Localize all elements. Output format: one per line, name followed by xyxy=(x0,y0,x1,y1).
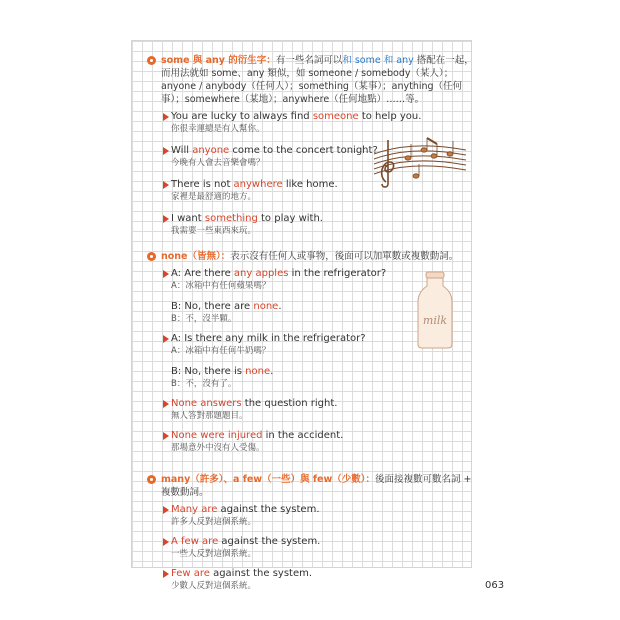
heading-keyword: many（許多）、a few（一些）與 few（少數）： xyxy=(161,474,375,485)
triangle-bullet-icon xyxy=(163,570,169,578)
milk-bottle-illustration xyxy=(412,270,458,350)
example-chinese: 許多人反對這個系統。 xyxy=(171,517,257,527)
example-item xyxy=(145,397,475,423)
example-item xyxy=(145,212,475,238)
dialog-b-chinese: B：不，沒有了。 xyxy=(171,379,237,389)
example-english: None were injured in the accident. xyxy=(171,430,344,441)
triangle-bullet-icon xyxy=(163,113,169,121)
example-item xyxy=(145,429,475,455)
triangle-bullet-icon xyxy=(163,335,169,343)
bullet-icon xyxy=(147,252,156,261)
heading-text: 有一些名詞可以 xyxy=(275,55,343,66)
example-chinese: 家裡是最舒適的地方。 xyxy=(171,192,257,202)
example-chinese: 一些人反對這個系統。 xyxy=(171,549,257,559)
dialog-a-english: A: Are there any apples in the refrigerator? xyxy=(171,268,387,279)
example-english: I want something to play with. xyxy=(171,213,323,224)
triangle-bullet-icon xyxy=(163,215,169,223)
bullet-icon xyxy=(147,56,156,65)
dialog-a-english: A: Is there any milk in the refrigerator? xyxy=(171,333,366,344)
triangle-bullet-icon xyxy=(163,538,169,546)
triangle-bullet-icon xyxy=(163,181,169,189)
triangle-bullet-icon xyxy=(163,147,169,155)
heading-text: 後面接複數可數名詞 + 複數動詞。 xyxy=(161,474,472,498)
example-item xyxy=(145,567,475,593)
music-notes-illustration xyxy=(372,132,468,190)
heading-text-cont: 搭配在一起，而用法就如 some、any 類似，如 someone / somebody（某人）；anyone / anybody（任何人）；something（某事）；anything（任何事）；somewhere（某地）；anywhere（任何地點）……等。 xyxy=(161,55,474,105)
bullet-icon xyxy=(147,475,156,484)
example-chinese: 今晚有人會去音樂會嗎？ xyxy=(171,158,265,168)
example-english: Will anyone come to the concert tonight? xyxy=(171,145,378,156)
triangle-bullet-icon xyxy=(163,506,169,514)
dialog-b-english: B: No, there are none. xyxy=(171,301,282,312)
example-english: There is not anywhere like home. xyxy=(171,179,338,190)
triangle-bullet-icon xyxy=(163,400,169,408)
example-chinese: 我需要一些東西來玩。 xyxy=(171,226,257,236)
example-chinese: 你很幸運總是有人幫你。 xyxy=(171,124,265,134)
dialog-b-english: B: No, there is none. xyxy=(171,366,274,377)
example-chinese: 少數人反對這個系統。 xyxy=(171,581,257,591)
triangle-bullet-icon xyxy=(163,270,169,278)
heading-text: 表示沒有任何人或事物，後面可以加單數或複數動詞。 xyxy=(230,251,459,262)
heading-keyword: none（皆無）： xyxy=(161,251,231,262)
example-item xyxy=(145,535,475,561)
example-english: You are lucky to always find someone to help you. xyxy=(171,111,422,122)
heading-keyword: some 與 any 的衍生字： xyxy=(161,55,276,66)
example-chinese: 無人答對那題題目。 xyxy=(171,411,248,421)
milk-label: milk xyxy=(422,314,448,327)
example-chinese: 那場意外中沒有人受傷。 xyxy=(171,443,265,453)
dialog-b-chinese: B：不，沒半顆。 xyxy=(171,314,237,324)
example-item xyxy=(145,503,475,529)
section-some-any-heading xyxy=(145,54,475,106)
example-english: A few are against the system. xyxy=(171,536,321,547)
example-english: None answers the question right. xyxy=(171,398,338,409)
section-none-heading xyxy=(145,250,475,263)
heading-blue-text: 和 some 和 any xyxy=(342,55,414,66)
example-english: Many are against the system. xyxy=(171,504,320,515)
dialog-a-chinese: A：冰箱中有任何牛奶嗎？ xyxy=(171,346,271,356)
section-many-few-heading xyxy=(145,473,475,499)
page-number: 063 xyxy=(485,580,505,591)
triangle-bullet-icon xyxy=(163,432,169,440)
example-english: Few are against the system. xyxy=(171,568,313,579)
dialog-a-chinese: A：冰箱中有任何蘋果嗎？ xyxy=(171,281,271,291)
